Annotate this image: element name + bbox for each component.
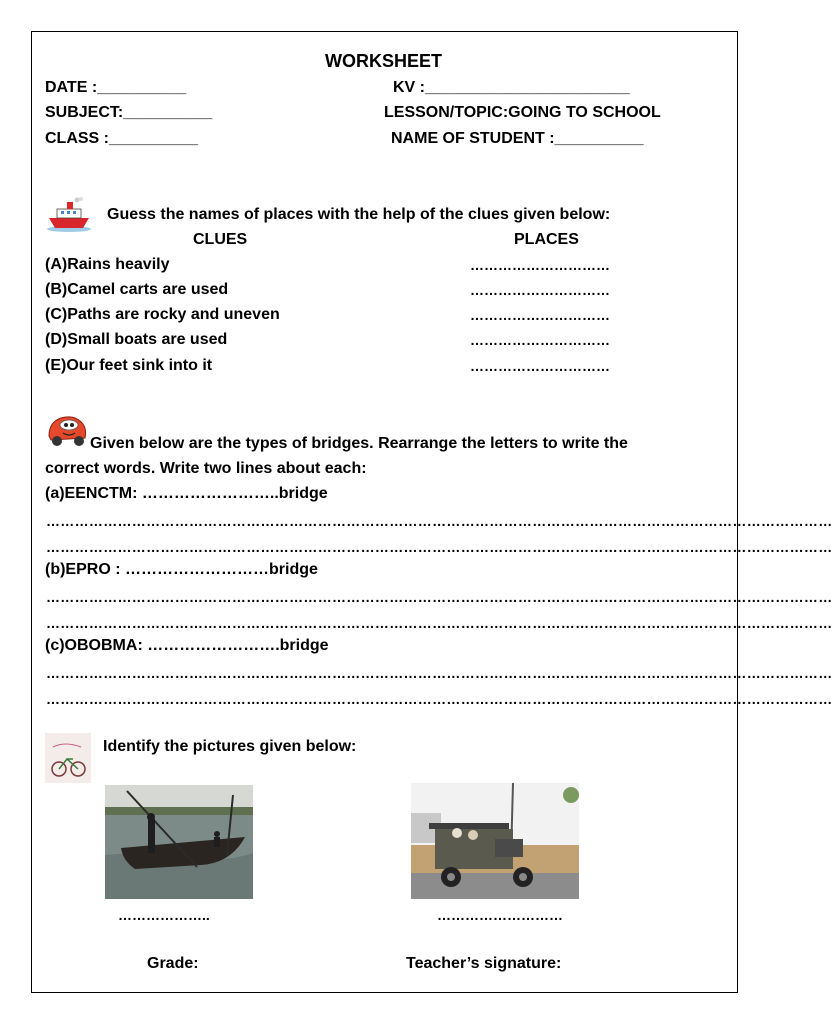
kv-field: KV :_______________________ — [393, 79, 630, 96]
place-answer-blank: ………………………… — [470, 257, 610, 273]
boat-photo — [105, 785, 253, 899]
clue-item: (C)Paths are rocky and uneven — [45, 306, 280, 323]
section2-instruction-cont: correct words. Write two lines about each: — [45, 460, 367, 477]
place-answer-blank: ………………………… — [470, 358, 610, 374]
student-name-field: NAME OF STUDENT :__________ — [391, 130, 644, 147]
writing-line: ………………………………………………………………………………………………………………………………………………… — [46, 539, 833, 555]
writing-line: ………………………………………………………………………………………………………………………………………………… — [46, 589, 833, 605]
writing-line: ………………………………………………………………………………………………………………………………………………… — [46, 615, 833, 631]
bicycle-image-icon — [45, 733, 91, 783]
section3-instruction: Identify the pictures given below: — [103, 738, 357, 755]
worksheet-title: WORKSHEET — [325, 51, 442, 71]
clue-item: (A)Rains heavily — [45, 256, 170, 273]
grade-label: Grade: — [147, 955, 199, 972]
car-icon — [45, 410, 89, 448]
places-header: PLACES — [514, 231, 579, 248]
bridge-item-c: (c)OBOBMA: …………………….bridge — [45, 637, 329, 654]
subject-field: SUBJECT:__________ — [45, 104, 213, 121]
clue-item: (D)Small boats are used — [45, 331, 228, 348]
section1-instruction: Guess the names of places with the help of the clues given below: — [107, 206, 611, 223]
lesson-topic: LESSON/TOPIC:GOING TO SCHOOL — [384, 104, 661, 121]
section2-instruction: Given below are the types of bridges. Rearrange the letters to write the — [90, 435, 628, 452]
class-field: CLASS :__________ — [45, 130, 198, 147]
place-answer-blank: ………………………… — [470, 307, 610, 323]
picture-answer-blank: ……………………… — [437, 907, 563, 923]
place-answer-blank: ………………………… — [470, 282, 610, 298]
ship-icon — [45, 196, 93, 234]
date-field: DATE :__________ — [45, 79, 187, 96]
vehicle-photo — [411, 783, 579, 899]
bridge-item-b: (b)EPRO : ………………………bridge — [45, 561, 318, 578]
writing-line: ………………………………………………………………………………………………………………………………………………… — [46, 665, 833, 681]
clue-item: (B)Camel carts are used — [45, 281, 229, 298]
clues-header: CLUES — [193, 231, 248, 248]
picture-answer-blank: ……………….. — [118, 907, 210, 923]
clue-item: (E)Our feet sink into it — [45, 357, 213, 374]
teacher-signature-label: Teacher’s signature: — [406, 955, 562, 972]
place-answer-blank: ………………………… — [470, 332, 610, 348]
writing-line: ………………………………………………………………………………………………………………………………………………… — [46, 513, 833, 529]
writing-line: ………………………………………………………………………………………………………………………………………………… — [46, 691, 833, 707]
bridge-item-a: (a)EENCTM: ……………………..bridge — [45, 485, 328, 502]
